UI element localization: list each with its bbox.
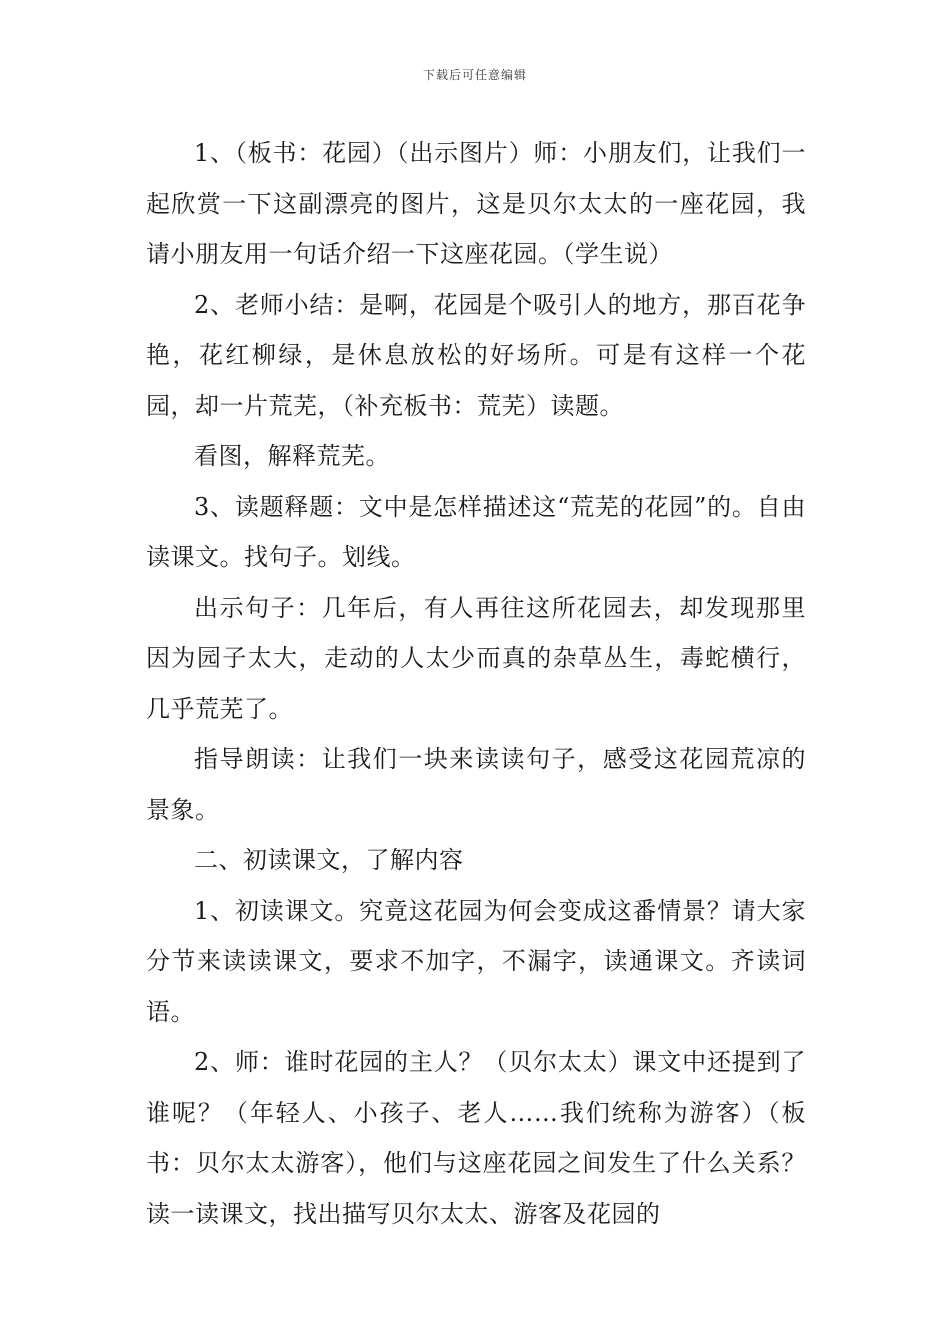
document-body bbox=[146, 128, 806, 1239]
paragraph-read-title: 3、读题释题：文中是怎样描述这“荒芜的花园”的。自由读课文。找句子。划线。 bbox=[146, 492, 806, 571]
paragraph-intro-board: 1、（板书：花园）（出示图片）师：小朋友们，让我们一起欣赏一下这副漂亮的图片，这是贝尔太太的一座花园，我请小朋友用一句话介绍一下这座花园。（学生说） bbox=[146, 139, 806, 268]
paragraph-guided-reading: 指导朗读：让我们一块来读读句子，感受这花园荒凉的景象。 bbox=[146, 745, 806, 824]
paragraph-teacher-summary: 2、老师小结：是啊，花园是个吸引人的地方，那百花争艳，花红柳绿，是休息放松的好场所。可是有这样一个花园，却一片荒芜，（补充板书：荒芜）读题。 bbox=[146, 290, 806, 420]
paragraph-show-sentence: 出示句子：几年后，有人再往这所花园去，却发现那里因为园子太大，走动的人太少而真的杂草丛生，毒蛇横行，几乎荒芜了。 bbox=[146, 593, 806, 723]
paragraph-garden-owner: 2、师：谁时花园的主人？（贝尔太太）课文中还提到了谁呢？（年轻人、小孩子、老人……我们统称为游客）（板书：贝尔太太游客），他们与这座花园之间发生了什么关系？读一读课文，找出描写贝尔太太、游客及花园的 bbox=[146, 1048, 806, 1228]
paragraph-first-read: 1、初读课文。究竟这花园为何会变成这番情景？请大家分节来读读课文，要求不加字，不漏字，读通课文。齐读词语。 bbox=[146, 896, 806, 1026]
paragraph-explain-word: 看图，解释荒芜。 bbox=[194, 442, 390, 470]
section-heading-first-read: 二、初读课文，了解内容 bbox=[194, 846, 464, 874]
page-header-note: 下载后可任意编辑 bbox=[422, 68, 527, 82]
